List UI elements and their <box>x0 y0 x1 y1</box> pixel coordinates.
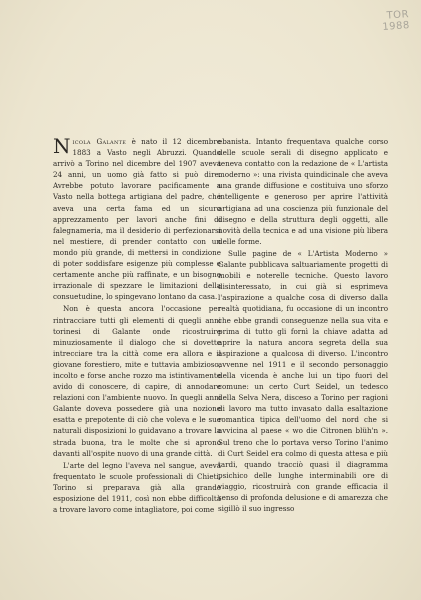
author-name: icola Galante <box>72 137 127 146</box>
right-text-column <box>218 136 388 514</box>
paragraph-2: Non è questa ancora l'occasione per rintracciare tutti gli elementi di quegli anni torinesi di Galante onde ricostruire minuziosamente il dialogo che si dovette intrecciare tra la città come era allora e il giovane forestiero, mite e tuttavia ambizioso, incolto e forse anche rozzo ma istintivamente avido di conoscere, di capire, di annodare relazioni con l'ambiente nuovo. In quegli anni Galante doveva possedere già una nozione esatta e prepotente di ciò che voleva e le sue naturali disposizioni lo guidavano a trovare la strada buona, tra le molte che si aprono davanti all'ospite nuovo di una grande città. <box>53 304 221 458</box>
paragraph-1 <box>53 136 221 302</box>
paragraph-1-text: è nato il 12 dicembre 1883 a Vasto negli Abruzzi. Quando arrivò a Torino nel dicembre del 1907 aveva 24 anni, un uomo già fatto si può dire. Avrebbe potuto lavorare pacificamente a Vasto nella bottega artigiana del padre, che aveva una certa fama ed un sicuro apprezzamento per lavori anche fini di falegnameria, ma il desiderio di perfezionarsi nel mestiere, di prender contatto con un mondo più grande, di mettersi in condizione di poter soddisfare esigenze più complesse e certamente anche più raffinate, e un bisogno irrazionale di spezzare le limitazioni della consuetudine, lo spingevano lontano da casa. <box>53 137 221 302</box>
pencil-annotation-line-1: TOR <box>385 9 409 22</box>
paragraph-3: L'arte del legno l'aveva nel sangue, aveva frequentato le scuole professionali di Chieti, Torino si preparava già alla grande esposizione del 1911, così non ebbe difficoltà a trovare lavoro come intagliatore, poi come <box>53 460 221 515</box>
paragraph-4: ebanista. Intanto frequentava qualche corso delle scuole serali di disegno applicato e teneva contatto con la redazione de « L'artista moderno »: una rivista quindicinale che aveva una grande diffusione e costituiva uno sforzo intelligente e generoso per aprire l'attività artigiana ad una coscienza più funzionale del disegno e della struttura degli oggetti, alle novità della tecnica e ad una visione più libera delle forme. <box>218 137 388 246</box>
drop-cap-initial: N <box>53 134 71 158</box>
left-text-column <box>53 136 221 515</box>
pencil-annotation <box>381 9 410 33</box>
paragraph-5: Sulle pagine de « L'Artista Moderno » Galante pubblicava saltuariamente progetti di mobili e noterelle tecniche. Questo lavoro disinteressato, in cui già si esprimeva l'aspirazione a qualche cosa di diverso dalla realtà quotidiana, fu occasione di un incontro che ebbe grandi conseguenze nella sua vita e prima di tutto gli fornì la chiave adatta ad aprire la natura ancora segreta della sua aspirazione a qualcosa di diverso. L'incontro avvenne nel 1911 e il secondo personaggio della vicenda è anche lui un tipo fuori del comune: un certo Curt Seidel, un tedesco della Selva Nera, disceso a Torino per ragioni di lavoro ma tutto invasato dalla esaltazione romantica tipica dell'uomo del nord che si avvicina al paese « wo die Citronen blüh'n ». Sul treno che lo portava verso Torino l'animo di Curt Seidel era colmo di questa attesa e più tardi, quando tracciò quasi il diagramma psichico delle lunghe interminabili ore di viaggio, ricostruirà con grande efficacia il senso di profonda delusione e di amarezza che sigillò il suo ingresso <box>218 248 388 514</box>
pencil-annotation-line-2: 1988 <box>381 20 410 33</box>
